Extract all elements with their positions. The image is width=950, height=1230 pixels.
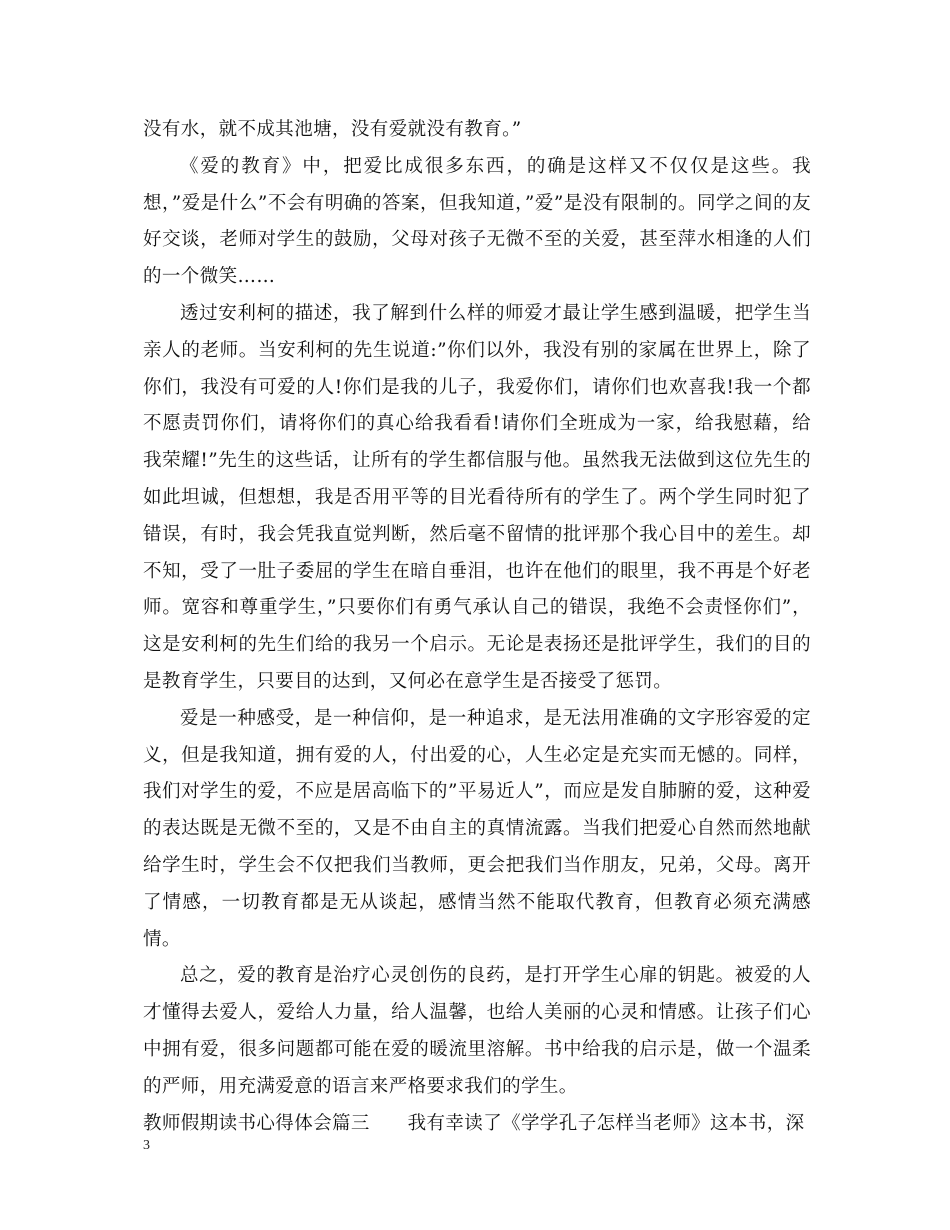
- paragraph-5: 总之，爱的教育是治疗心灵创伤的良药，是打开学生心扉的钥匙。被爱的人才懂得去爱人，爱给人力量，给人温馨，也给人美丽的心灵和情感。让孩子们心中拥有爱，很多问题都可能在爱的暖流里溶解。书中给我的启示是，做一个温柔的严师，用充满爱意的语言来严格要求我们的学生。: [143, 965, 811, 1097]
- document-page: [143, 112, 811, 1142]
- page-number: 3: [143, 1138, 150, 1153]
- paragraph-1: 没有水，就不成其池塘，没有爱就没有教育。”: [143, 119, 522, 140]
- paragraph-4: 爱是一种感受，是一种信仰，是一种追求，是无法用准确的文字形容爱的定义，但是我知道，拥有爱的人，付出爱的心，人生必定是充实而无憾的。同样，我们对学生的爱，不应是居高临下的”平易近人”，而应是发自肺腑的爱，这种爱的表达既是无微不至的，又是不由自主的真情流露。当我们把爱心自然而然地献给学生时，学生会不仅把我们当教师，更会把我们当作朋友，兄弟，父母。离开了情感，一切教育都是无从谈起，感情当然不能取代教育，但教育必须充满感情。: [143, 707, 811, 950]
- section-heading-line: 教师假期读书心得体会篇三 我有幸读了《学学孔子怎样当老师》这本书，深: [143, 1112, 805, 1134]
- paragraph-3: 透过安利柯的描述，我了解到什么样的师爱才最让学生感到温暖，把学生当亲人的老师。当安利柯的先生说道:”你们以外，我没有别的家属在世界上，除了你们，我没有可爱的人!你们是我的儿子，我爱你们，请你们也欢喜我!我一个都不愿责罚你们，请将你们的真心给我看看!请你们全班成为一家，给我慰藉，给我荣耀!”先生的这些话，让所有的学生都信服与他。虽然我无法做到这位先生的如此坦诚，但想想，我是否用平等的目光看待所有的学生了。两个学生同时犯了错误，有时，我会凭我直觉判断，然后毫不留情的批评那个我心目中的差生。却不知，受了一肚子委屈的学生在暗自垂泪，也许在他们的眼里，我不再是个好老师。宽容和尊重学生，”只要你们有勇气承认自己的错误，我绝不会责怪你们”，这是安利柯的先生们给的我另一个启示。无论是表扬还是批评学生，我们的目的是教育学生，只要目的达到，又何必在意学生是否接受了惩罚。: [143, 302, 811, 692]
- paragraph-2: 《爱的教育》中，把爱比成很多东西，的确是这样又不仅仅是这些。我想，”爱是什么”不会有明确的答案，但我知道，”爱”是没有限制的。同学之间的友好交谈，老师对学生的鼓励，父母对孩子无微不至的关爱，甚至萍水相逢的人们的一个微笑……: [143, 155, 811, 288]
